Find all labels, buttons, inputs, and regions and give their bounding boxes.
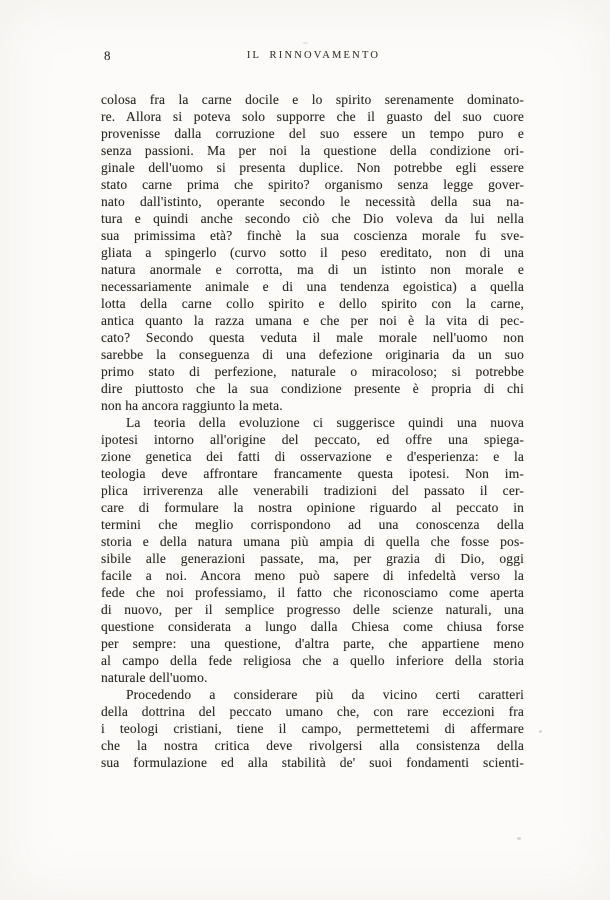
- paragraph: [101, 686, 524, 771]
- text-line: care di formulare la nostra opinione riguardo al peccato in: [101, 500, 524, 515]
- text-line: antica quanto la razza umana e che per noi è la vita di pec-: [101, 313, 524, 328]
- text-line: re. Allora si poteva solo supporre che il guasto del suo cuore: [101, 109, 524, 124]
- text-line: naturale dell'uomo.: [101, 670, 208, 685]
- text-line: di nuovo, per il semplice progresso delle scienze naturali, una: [101, 602, 524, 617]
- text-line: zione genetica dei fatti di osservazione e d'esperienza: e la: [101, 449, 524, 464]
- text-line: necessariamente animale e di una tendenza egoistica) a quella: [101, 279, 524, 294]
- text-line: termini che meglio corrispondono ad una conoscenza della: [101, 517, 524, 532]
- text-line: che la nostra critica deve rivolgersi alla consistenza della: [101, 738, 524, 753]
- text-line: stato carne prima che spirito? organismo senza legge gover-: [101, 177, 524, 192]
- scan-speck: [303, 42, 308, 44]
- text-line: ginale dell'uomo si presenta duplice. Non potrebbe egli essere: [101, 160, 524, 175]
- page-number: 8: [104, 48, 111, 63]
- text-line: teologia deve affrontare francamente questa ipotesi. Non im-: [101, 466, 524, 481]
- running-title: IL RINNOVAMENTO: [246, 50, 381, 61]
- text-line: senza passioni. Ma per noi la questione della condizione ori-: [101, 143, 524, 158]
- paragraph: [101, 414, 524, 686]
- text-line: nato dall'istinto, operante secondo le necessità della sua na-: [101, 194, 524, 209]
- text-line: facile a noi. Ancora meno può sapere di infedeltà verso la: [101, 568, 524, 583]
- running-header: [103, 48, 524, 64]
- text-line: fede che noi professiamo, il fatto che riconosciamo come aperta: [101, 585, 524, 600]
- scan-speck: [539, 730, 542, 733]
- text-line: dire piuttosto che la sua condizione presente è propria di chi: [101, 381, 524, 396]
- text-line: La teoria della evoluzione ci suggerisce quindi una nuova: [126, 415, 524, 430]
- text-line: lotta della carne collo spirito e dello spirito con la carne,: [101, 296, 524, 311]
- text-line: i teologi cristiani, tiene il campo, permettetemi di affermare: [101, 721, 524, 736]
- text-line: sarebbe la conseguenza di una defezione originaria da un suo: [101, 347, 524, 362]
- text-line: plica irriverenza alle venerabili tradizioni del passato il cer-: [101, 483, 524, 498]
- text-line: sua primissima età? finchè la sua coscienza morale fu sve-: [101, 228, 524, 243]
- text-line: tura e quindi anche secondo ciò che Dio voleva da lui nella: [101, 211, 524, 226]
- text-line: gliata a spingerlo (curvo sotto il peso ereditato, non di una: [101, 245, 524, 260]
- text-line: ipotesi intorno all'origine del peccato, ed offre una spiega-: [101, 432, 524, 447]
- scan-speck: [517, 837, 521, 840]
- text-line: cato? Secondo questa veduta il male morale nell'uomo non: [101, 330, 524, 345]
- text-line: sua formulazione ed alla stabilità de' suoi fondamenti scienti-: [101, 755, 524, 770]
- text-line: sibile alle generazioni passate, ma, per grazia di Dio, oggi: [101, 551, 524, 566]
- text-line: primo stato di perfezione, naturale o miracoloso; si potrebbe: [101, 364, 524, 379]
- text-line: provenisse dalla corruzione del suo essere un tempo puro e: [101, 126, 524, 141]
- text-line: Procedendo a considerare più da vicino certi caratteri: [126, 687, 524, 702]
- text-line: per sempre: una questione, d'altra parte, che appartiene meno: [101, 636, 524, 651]
- text-line: questione considerata a lungo dalla Chiesa come chiusa forse: [101, 619, 524, 634]
- text-line: natura anormale e corrotta, ma di un istinto non morale e: [101, 262, 524, 277]
- text-line: colosa fra la carne docile e lo spirito serenamente dominato-: [101, 92, 524, 107]
- body-text: [101, 91, 524, 771]
- text-line: storia e della natura umana più ampia di quella che fosse pos-: [101, 534, 524, 549]
- text-line: al campo della fede religiosa che a quello inferiore della storia: [101, 653, 524, 668]
- paragraph: [101, 91, 524, 414]
- text-line: non ha ancora raggiunto la meta.: [101, 398, 283, 413]
- text-line: della dottrina del peccato umano che, con rare eccezioni fra: [101, 704, 524, 719]
